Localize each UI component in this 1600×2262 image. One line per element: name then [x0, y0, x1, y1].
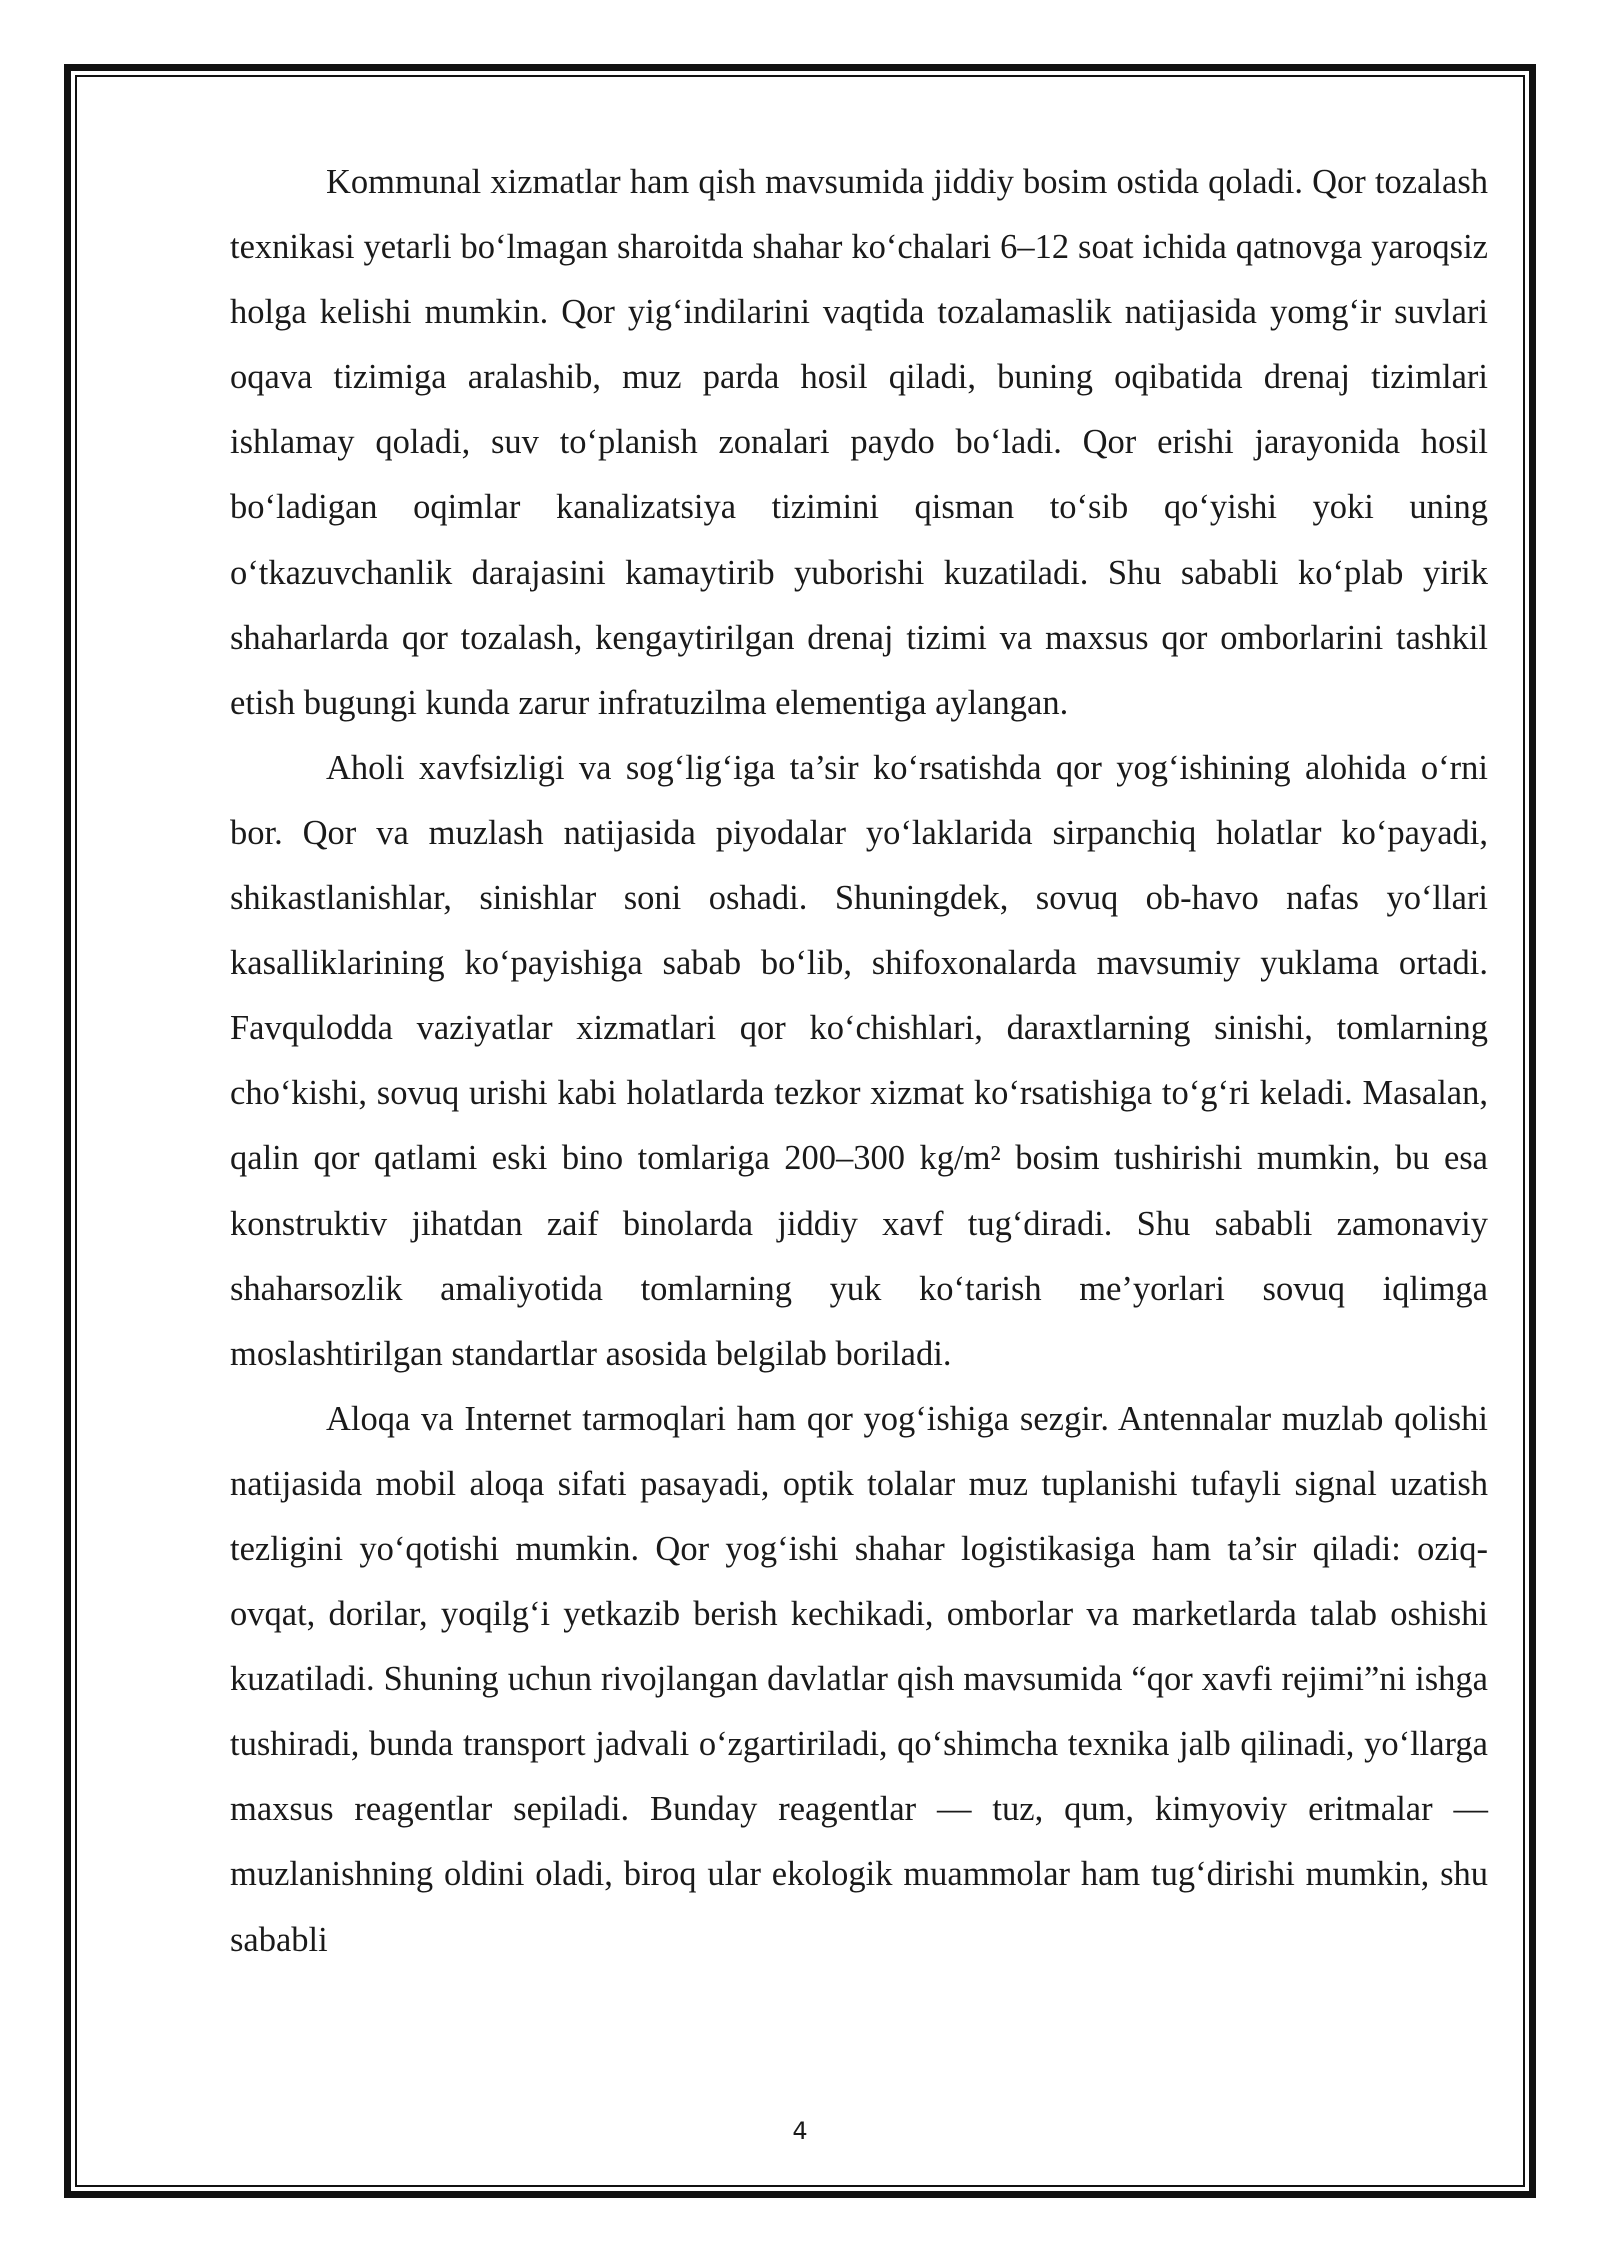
paragraph-communications-logistics: Aloqa va Internet tarmoqlari ham qor yog‘ishiga sezgir. Antennalar muzlab qolishi natijasida mobil aloqa sifati pasayadi, optik tolalar muz tuplanishi tufayli signal uzatish tezligini yo‘qotishi mumkin. Qor yog‘ishi shahar logistikasiga ham ta’sir qiladi: oziq-ovqat, dorilar, yoqilg‘i yetkazib berish kechikadi, omborlar va marketlarda talab oshishi kuzatiladi. Shuning uchun rivojlangan davlatlar qish mavsumida “qor xavfi rejimi”ni ishga tushiradi, bunda transport jadvali o‘zgartiriladi, qo‘shimcha texnika jalb qilinadi, yo‘llarga maxsus reagentlar sepiladi. Bunday reagentlar — tuz, qum, kimyoviy eritmalar — muzlanishning oldini oladi, biroq ular ekologik muammolar ham tug‘dirishi mumkin, shu sababli [230, 1399, 1488, 1959]
page-number: 4 [792, 2117, 808, 2145]
document-body [230, 150, 1488, 1973]
paragraph-public-safety: Aholi xavfsizligi va sog‘lig‘iga ta’sir ko‘rsatishda qor yog‘ishining alohida o‘rni bor. Qor va muzlash natijasida piyodalar yo‘laklarida sirpanchiq holatlar ko‘payadi, shikastlanishlar, sinishlar soni oshadi. Shuningdek, sovuq ob-havo nafas yo‘llari kasalliklarining ko‘payishiga sabab bo‘lib, shifoxonalarda mavsumiy yuklama ortadi. Favqulodda vaziyatlar xizmatlari qor ko‘chishlari, daraxtlarning sinishi, tomlarning cho‘kishi, sovuq urishi kabi holatlarda tezkor xizmat ko‘rsatishiga to‘g‘ri keladi. Masalan, qalin qor qatlami eski bino tomlariga 200–300 kg/m² bosim tushirishi mumkin, bu esa konstruktiv jihatdan zaif binolarda jiddiy xavf tug‘diradi. Shu sababli zamonaviy shaharsozlik amaliyotida tomlarning yuk ko‘tarish me’yorlari sovuq iqlimga moslashtirilgan standartlar asosida belgilab boriladi. [230, 748, 1488, 1373]
paragraph-communal-services: Kommunal xizmatlar ham qish mavsumida jiddiy bosim ostida qoladi. Qor tozalash texnikasi yetarli bo‘lmagan sharoitda shahar ko‘chalari 6–12 soat ichida qatnovga yaroqsiz holga kelishi mumkin. Qor yig‘indilarini vaqtida tozalamaslik natijasida yomg‘ir suvlari oqava tizimiga aralashib, muz parda hosil qiladi, buning oqibatida drenaj tizimlari ishlamay qoladi, suv to‘planish zonalari paydo bo‘ladi. Qor erishi jarayonida hosil bo‘ladigan oqimlar kanalizatsiya tizimini qisman to‘sib qo‘yishi yoki uning o‘tkazuvchanlik darajasini kamaytirib yuborishi kuzatiladi. Shu sababli ko‘plab yirik shaharlarda qor tozalash, kengaytirilgan drenaj tizimi va maxsus qor omborlarini tashkil etish bugungi kunda zarur infratuzilma elementiga aylangan. [230, 163, 1488, 722]
